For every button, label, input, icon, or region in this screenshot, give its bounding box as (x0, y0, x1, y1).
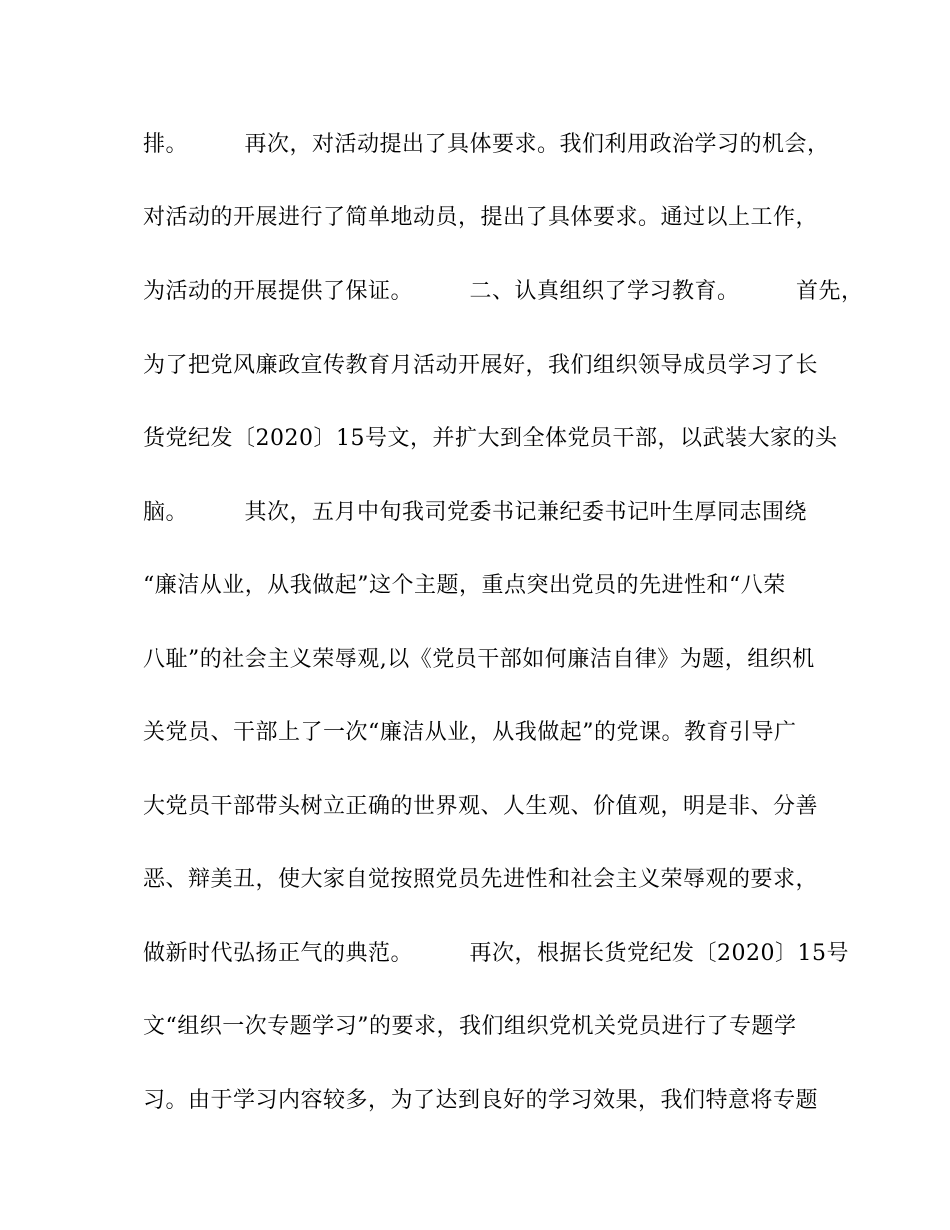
text-line: 关党员、干部上了一次“廉洁从业，从我做起”的党课。教育引导广 (143, 720, 797, 745)
text-line: 恶、辩美丑，使大家自觉按照党员先进性和社会主义荣辱观的要求， (143, 867, 819, 892)
text-line: 文“组织一次专题学习”的要求，我们组织党机关党员进行了专题学 (143, 1014, 797, 1039)
text-line: 为了把党风廉政宣传教育月活动开展好，我们组织领导成员学习了长 (143, 353, 819, 378)
text-line: 做新时代弘扬正气的典范。 再次，根据长货党纪发〔2020〕15号 (143, 941, 849, 966)
text-line: 八耻”的社会主义荣辱观,以《党员干部如何廉洁自律》为题，组织机 (143, 647, 815, 672)
text-line: 大党员干部带头树立正确的世界观、人生观、价值观，明是非、分善 (143, 794, 819, 819)
text-line: 习。由于学习内容较多，为了达到良好的学习效果，我们特意将专题 (143, 1088, 819, 1113)
text-line: “廉洁从业，从我做起”这个主题，重点突出党员的先进性和“八荣 (143, 573, 786, 598)
text-line: 排。 再次，对活动提出了具体要求。我们利用政治学习的机会， (143, 132, 830, 157)
text-line: 货党纪发〔2020〕15号文，并扩大到全体党员干部，以武装大家的头 (143, 426, 838, 451)
text-line: 为活动的开展提供了保证。 二、认真组织了学习教育。 首先， (143, 279, 864, 304)
text-line: 对活动的开展进行了简单地动员，提出了具体要求。通过以上工作， (143, 205, 819, 230)
text-line: 脑。 其次，五月中旬我司党委书记兼纪委书记叶生厚同志围绕 (143, 500, 808, 525)
